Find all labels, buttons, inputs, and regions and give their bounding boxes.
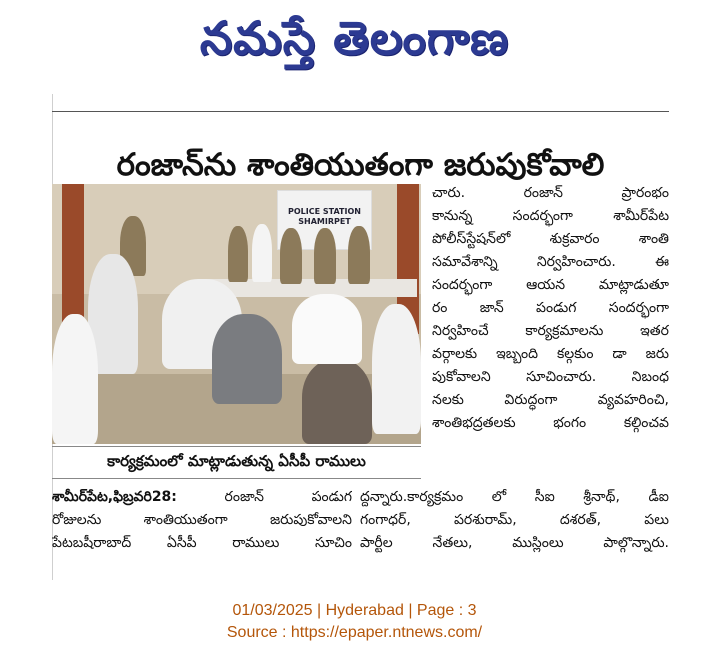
police-station-banner: POLICE STATION SHAMIRPET bbox=[277, 190, 372, 250]
article-headline: రంజాన్‌ను శాంతియుతంగా జరుపుకోవాలి bbox=[116, 146, 605, 183]
body-line: పార్టీల నేతలు, ముస్లింలు పాల్గొన్నారు. bbox=[360, 535, 669, 551]
body-line: శాంతిభద్రతలకు భంగం కల్గించవ bbox=[432, 415, 669, 431]
article-photo bbox=[52, 184, 421, 444]
article-column-left bbox=[52, 486, 352, 555]
body-line: గంగాధర్, పరశురామ్, దశరత్, పలు bbox=[360, 512, 669, 528]
body-line: నలకు విరుద్ధంగా వ్యవహరించి, bbox=[432, 392, 669, 408]
page-footer bbox=[0, 600, 709, 644]
dateline: శామీర్‌పేట,ఫిబ్రవరి28: bbox=[52, 489, 177, 505]
body-line: నిర్వహించే కార్యక్రమాలను ఇతర bbox=[432, 323, 669, 339]
photo-person bbox=[302, 359, 372, 444]
body-line: రం జాన్ పండుగ సందర్భంగా bbox=[432, 300, 669, 316]
article-column-bottom-right bbox=[360, 486, 669, 555]
source-url: Source : https://epaper.ntnews.com/ bbox=[226, 624, 483, 641]
photo-person bbox=[292, 294, 362, 364]
photo-caption: కార్యక్రమంలో మాట్లాడుతున్న ఏసీపీ రాములు bbox=[107, 452, 366, 470]
photo-person bbox=[228, 226, 248, 282]
photo-person bbox=[252, 224, 272, 282]
body-line: పోలీస్‌స్టేషన్‌లో శుక్రవారం శాంతి bbox=[432, 231, 669, 247]
photo-person bbox=[314, 228, 336, 284]
edition-info: 01/03/2025 | Hyderabad | Page : 3 bbox=[232, 602, 477, 619]
body-line: కానున్న సందర్భంగా శామీర్‌పేట bbox=[432, 208, 669, 224]
headline-rule bbox=[52, 111, 669, 112]
photo-person bbox=[52, 314, 98, 444]
photo-person bbox=[348, 226, 370, 284]
body-line-dateline bbox=[52, 486, 352, 509]
article-column-right bbox=[432, 182, 669, 435]
photo-person bbox=[212, 314, 282, 404]
photo-person bbox=[372, 304, 421, 434]
body-line: చారు. రంజాన్ ప్రారంభం bbox=[432, 185, 669, 201]
caption-rule bbox=[52, 446, 421, 447]
masthead-logo: నమస్తే తెలంగాణ bbox=[199, 11, 510, 65]
body-line: పేటబషీరాబాద్ ఏసీపీ రాములు సూచిం bbox=[52, 535, 352, 551]
body-line: వర్గాలకు ఇబ్బంది కల్గకుం డా జరు bbox=[432, 346, 669, 362]
body-line: సమావేశాన్ని నిర్వహించారు. ఈ bbox=[432, 254, 669, 270]
photo-pillar bbox=[62, 184, 84, 334]
body-line: సందర్భంగా ఆయన మాట్లాడుతూ bbox=[432, 277, 669, 293]
body-line: పుకోవాలని సూచించారు. నిబంధ bbox=[432, 369, 669, 385]
caption-rule-bottom bbox=[52, 478, 421, 479]
body-line: రోజులను శాంతియుతంగా జరుపుకోవాలని bbox=[52, 512, 352, 528]
body-line-text: రంజాన్ పండుగ bbox=[176, 489, 352, 505]
body-line: ద్దన్నారు.కార్యక్రమం లో సీఐ శ్రీనాథ్, డీఐ bbox=[360, 489, 669, 505]
photo-person bbox=[280, 228, 302, 284]
